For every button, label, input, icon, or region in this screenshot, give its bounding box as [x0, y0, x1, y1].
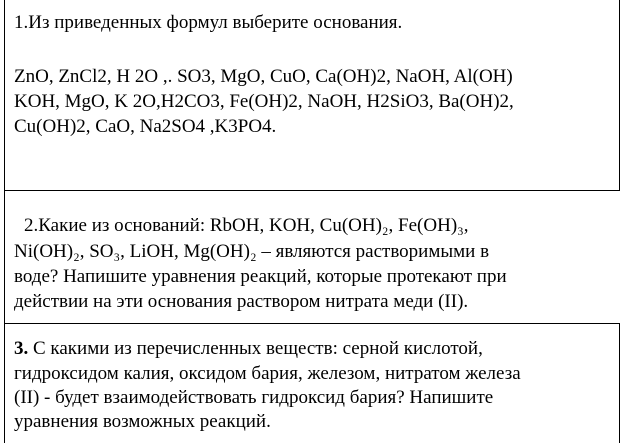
- divider-1: [4, 190, 620, 191]
- question-1-formulas-line-1: ZnO, ZnCl2, H 2O ,. SO3, MgO, CuO, Ca(OH)2, NaOH, Al(OH): [14, 66, 513, 87]
- question-3-line-1: [14, 337, 483, 361]
- question-2-line-2: Ni(OH)₂, SO₃, LiOH, Mg(OH)₂ – являются растворимыми в: [14, 241, 490, 262]
- divider-2: [4, 323, 620, 324]
- question-3-line-2: гидроксидом калия, оксидом бария, железом, нитратом железа: [14, 363, 521, 384]
- right-border-top: [619, 0, 620, 190]
- question-1-title: 1.Из приведенных формул выберите основания.: [14, 12, 403, 33]
- left-border: [4, 0, 5, 443]
- question-1-formulas-line-2: KOH, MgO, K 2O,H2CO3, Fe(OH)2, NaOH, H2SiO3, Ba(OH)2,: [14, 91, 514, 112]
- question-2-line-4: действии на эти основания раствором нитрата меди (II).: [14, 291, 469, 312]
- question-3-line-3: (II) - будет взаимодействовать гидроксид бария? Напишите: [14, 387, 494, 408]
- right-border-bottom: [619, 323, 620, 443]
- question-3-line-4: уравнения возможных реакций.: [14, 411, 271, 432]
- question-3-line-1-text: С какими из перечисленных веществ: серной кислотой,: [28, 338, 483, 359]
- question-1-formulas-line-3: Cu(OH)2, CaO, Na2SO4 ,K3PO4.: [14, 116, 277, 137]
- question-2-line-3: воде? Напишите уравнения реакций, которые протекают при: [14, 266, 507, 287]
- question-2-line-1: 2.Какие из оснований: RbOH, KOH, Cu(OH)₂, Fe(OH)₃,: [24, 215, 469, 236]
- question-3-number: 3.: [14, 338, 29, 359]
